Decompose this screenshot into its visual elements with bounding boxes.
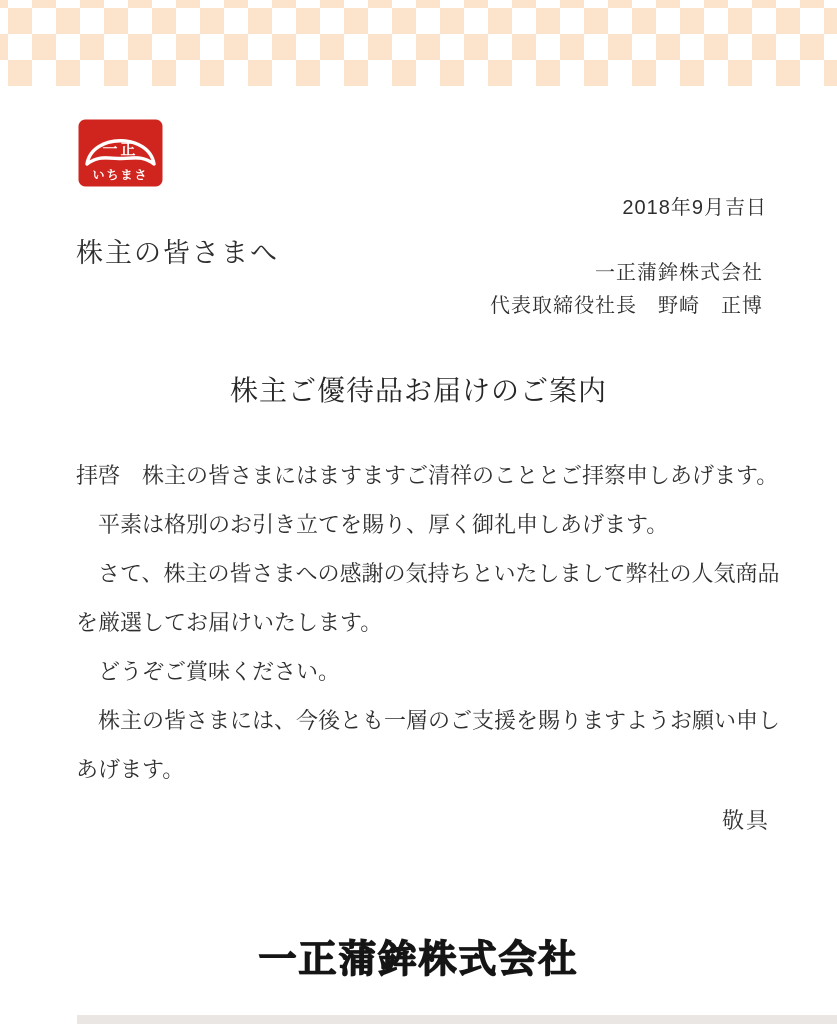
sender-block [490, 257, 763, 323]
body-paragraph-thanks: 平素は格別のお引き立てを賜り、厚く御礼申しあげます。 [98, 512, 669, 537]
closing-keigu: 敬具 [721, 808, 770, 833]
body-paragraph-gift: さて、株主の皆さまへの感謝の気持ちといたしまして弊社の人気商品を厳選してお届けいたします。 [76, 561, 780, 635]
sender-representative: 代表取締役社長 野崎 正博 [490, 295, 763, 317]
body-paragraph-support: 株主の皆さまには、今後とも一層のご支援を賜りますようお願い申しあげます。 [76, 708, 781, 782]
footer-company-name: 一正蒲鉾株式会社 [258, 939, 579, 981]
letter-date: 2018年9月吉日 [622, 197, 767, 219]
ichimasa-logo [78, 119, 163, 187]
body-paragraph-greeting: 拝啓 株主の皆さまにはますますご清祥のこととご拝察申しあげます。 [76, 463, 779, 488]
sender-company: 一正蒲鉾株式会社 [595, 262, 763, 284]
letter-subject: 株主ご優待品お届けのご案内 [229, 375, 607, 406]
decorative-checker-band [0, 0, 837, 86]
recipient-line: 株主の皆さまへ [76, 238, 279, 268]
logo-fan-text: 一正 [102, 141, 139, 158]
letter-body [76, 451, 784, 794]
bottom-edge-strip [77, 1015, 837, 1024]
body-paragraph-enjoy: どうぞご賞味ください。 [98, 659, 341, 684]
logo-kana-text: いちまさ [92, 168, 149, 182]
